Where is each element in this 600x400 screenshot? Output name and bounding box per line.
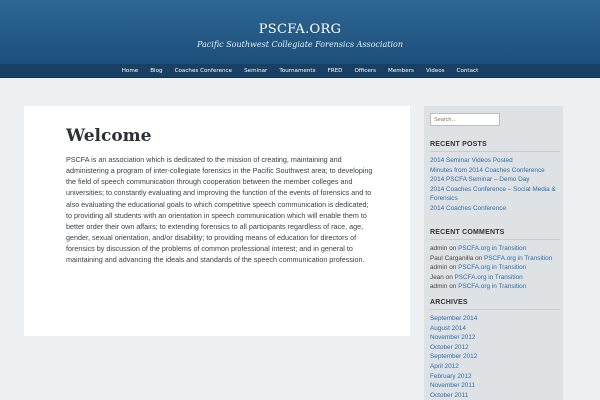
comment-author: admin <box>430 245 448 252</box>
comment-author: admin <box>430 264 448 272</box>
archive-link[interactable]: April 2012 <box>430 362 459 370</box>
archive-link[interactable]: September 2012 <box>430 353 478 361</box>
list-item <box>430 263 560 273</box>
recent-post-link[interactable]: Minutes from 2014 Coaches Conference <box>430 166 545 174</box>
comment-on: on <box>475 254 483 262</box>
nav-item-videos[interactable]: Videos <box>425 68 445 74</box>
main-navigation <box>0 64 600 78</box>
site-tagline: Pacific Southwest Collegiate Forensics Association <box>197 40 403 49</box>
comment-post-link[interactable]: PSCFA.org in Transition <box>458 264 527 272</box>
nav-item-contact[interactable]: Contact <box>456 68 479 74</box>
comment-author: admin <box>430 283 448 291</box>
recent-comments-widget <box>430 229 560 292</box>
main-content <box>24 106 410 336</box>
comment-author: Paul Carganilla <box>430 254 474 262</box>
comment-author: Jean <box>430 273 444 281</box>
list-item <box>430 244 560 254</box>
list-item <box>430 314 560 324</box>
recent-posts-widget <box>430 141 560 214</box>
list-item <box>430 204 560 214</box>
list-item <box>430 185 560 204</box>
list-item <box>430 175 560 185</box>
nav-item-home[interactable]: Home <box>121 68 139 74</box>
list-item <box>430 273 560 283</box>
archive-link[interactable]: October 2012 <box>430 343 469 351</box>
list-item <box>430 166 560 176</box>
nav-item-members[interactable]: Members <box>388 68 414 74</box>
list-item <box>430 282 560 292</box>
nav-item-fred[interactable]: FRED <box>327 68 343 74</box>
archive-link[interactable]: August 2014 <box>430 324 466 332</box>
recent-comments-title: RECENT COMMENTS <box>430 229 560 240</box>
recent-posts-title: RECENT POSTS <box>430 141 560 152</box>
recent-post-link[interactable]: 2014 Coaches Conference – Social Media & Forensics <box>430 185 556 203</box>
nav-item-officers[interactable]: Officers <box>354 68 377 74</box>
comment-post-link[interactable]: PSCFA.org in Transition <box>454 273 523 281</box>
site-header <box>0 0 600 64</box>
sidebar <box>424 106 563 400</box>
archive-link[interactable]: February 2012 <box>430 372 472 380</box>
comment-on: on <box>449 264 457 272</box>
list-item <box>430 391 560 400</box>
comment-on: on <box>449 283 457 291</box>
search-input[interactable] <box>430 113 500 126</box>
archives-widget <box>430 299 560 400</box>
list-item <box>430 381 560 391</box>
recent-post-link[interactable]: 2014 Seminar Videos Posted <box>430 157 513 164</box>
list-item <box>430 372 560 382</box>
nav-item-seminar[interactable]: Seminar <box>244 68 268 74</box>
archive-link[interactable]: November 2011 <box>430 382 475 390</box>
comment-post-link[interactable]: PSCFA.org in Transition <box>458 245 527 252</box>
comment-on: on <box>445 273 453 281</box>
list-item <box>430 324 560 334</box>
nav-item-coaches-conference[interactable]: Coaches Conference <box>174 68 233 74</box>
archive-link[interactable]: November 2012 <box>430 334 476 342</box>
archive-link[interactable]: October 2011 <box>430 391 469 399</box>
welcome-paragraph: PSCFA is an association which is dedicated to the mission of creating, maintaining and administering a program of inter-collegiate forensics in the Pacific Southwest area; to developing the field of speech communication through cooperation between the member colleges and universities; to constantly evaluating and improving the function of the events of forensics and to also evaluating the educational goals to which competitive speech communication is dedicated; to providing all students with an orientation in speech communication which will enable them to better order their own affairs; to extending forensics to all participants regardless of race, age, gender, sexual orientation, and/or disability; to providing means of education for directors of forensics by discussion of the problems of common professional interest; and in general to maintaining and advancing the ideals and standards of the speech communication profession. <box>66 155 373 265</box>
archives-title: ARCHIVES <box>430 299 560 310</box>
list-item <box>430 254 560 264</box>
site-title-link[interactable]: PSCFA.ORG <box>258 22 342 37</box>
list-item <box>430 352 560 362</box>
list-item <box>430 343 560 353</box>
page-title: Welcome <box>66 126 152 146</box>
recent-post-link[interactable]: 2014 PSCFA Seminar – Demo Day <box>430 176 530 184</box>
comment-post-link[interactable]: PSCFA.org in Transition <box>484 254 553 262</box>
nav-item-tournaments[interactable]: Tournaments <box>279 68 316 74</box>
recent-post-link[interactable]: 2014 Coaches Conference <box>430 204 507 212</box>
list-item <box>430 333 560 343</box>
archive-link[interactable]: September 2014 <box>430 315 478 322</box>
comment-post-link[interactable]: PSCFA.org in Transition <box>458 283 527 291</box>
list-item <box>430 156 560 166</box>
nav-item-blog[interactable]: Blog <box>150 68 163 74</box>
list-item <box>430 362 560 372</box>
comment-on: on <box>449 245 457 252</box>
